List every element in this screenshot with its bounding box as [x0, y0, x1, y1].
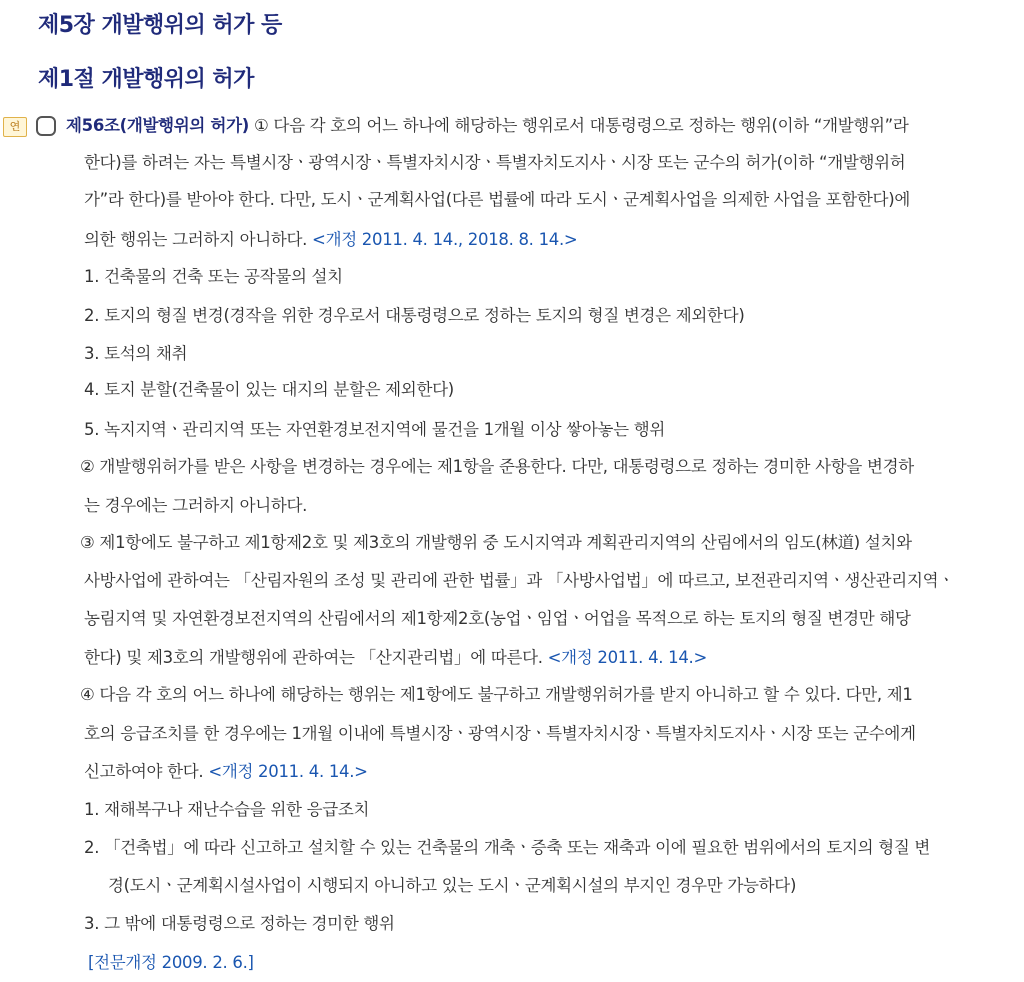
paragraph-4-line: ④ 다음 각 호의 어느 하나에 해당하는 행위는 제1항에도 불구하고 개발행위허가를 받지 아니하고 할 수 있다. 다만, 제1 [80, 685, 913, 704]
list-item: 1. 재해복구나 재난수습을 위한 응급조치 [84, 800, 370, 819]
list-item: 2. 토지의 형질 변경(경작을 위한 경우로서 대통령령으로 정하는 토지의 형질 변경은 제외한다) [84, 306, 745, 325]
paragraph-4-line [84, 762, 368, 782]
list-item: 3. 그 밖에 대통령령으로 정하는 경미한 행위 [84, 914, 395, 933]
paragraph-1-line [84, 230, 577, 250]
amendment-link[interactable]: <개정 2011. 4. 14.> [547, 648, 708, 667]
article-title[interactable]: 제56조(개발행위의 허가) [66, 116, 250, 135]
paragraph-4-text: 신고하여야 한다. [84, 762, 209, 781]
paragraph-2-line: 는 경우에는 그러하지 아니하다. [84, 496, 308, 515]
list-item: 5. 녹지지역ㆍ관리지역 또는 자연환경보전지역에 물건을 1개월 이상 쌓아놓는 행위 [84, 420, 665, 439]
amendment-link[interactable]: <개정 2011. 4. 14., 2018. 8. 14.> [312, 230, 578, 249]
amendment-link[interactable]: <개정 2011. 4. 14.> [208, 762, 368, 781]
list-item: 3. 토석의 채취 [84, 344, 188, 363]
list-item: 4. 토지 분할(건축물이 있는 대지의 분할은 제외한다) [84, 380, 454, 399]
paragraph-1-text: ① 다음 각 호의 어느 하나에 해당하는 행위로서 대통령령으로 정하는 행위(이하 “개발행위”라 [254, 116, 909, 135]
list-item: 2. 「건축법」에 따라 신고하고 설치할 수 있는 건축물의 개축ㆍ증축 또는 재축과 이에 필요한 범위에서의 토지의 형질 변 [84, 838, 931, 857]
list-item: 경(도시ㆍ군계획시설사업이 시행되지 아니하고 있는 도시ㆍ군계획시설의 부지인 경우만 가능하다) [108, 876, 797, 895]
section-title: 제1절 개발행위의 허가 [38, 67, 254, 92]
full-revision-note: [전문개정 2009. 2. 6.] [88, 953, 254, 972]
paragraph-3-line: 농림지역 및 자연환경보전지역의 산림에서의 제1항제2호(농업ㆍ임업ㆍ어업을 목적으로 하는 토지의 형질 변경만 해당 [84, 609, 911, 628]
list-item: 1. 건축물의 건축 또는 공작물의 설치 [84, 267, 343, 286]
paragraph-3-line [84, 648, 707, 668]
paragraph-3-line: ③ 제1항에도 불구하고 제1항제2호 및 제3호의 개발행위 중 도시지역과 계획관리지역의 산림에서의 임도(林道) 설치와 [80, 533, 912, 552]
paragraph-2-line: ② 개발행위허가를 받은 사항을 변경하는 경우에는 제1항을 준용한다. 다만, 대통령령으로 정하는 경미한 사항을 변경하 [80, 457, 914, 476]
paragraph-1-text: 의한 행위는 그러하지 아니하다. [84, 230, 313, 249]
paragraph-1-line: 한다)를 하려는 자는 특별시장ㆍ광역시장ㆍ특별자치시장ㆍ특별자치도지사ㆍ시장 또는 군수의 허가(이하 “개발행위허 [84, 153, 906, 172]
paragraph-3-line: 사방사업에 관하여는 「산림자원의 조성 및 관리에 관한 법률」과 「사방사업법」에 따르고, 보전관리지역ㆍ생산관리지역ㆍ [84, 571, 954, 590]
paragraph-1-line: 가”라 한다)를 받아야 한다. 다만, 도시ㆍ군계획사업(다른 법률에 따라 도시ㆍ군계획사업을 의제한 사업을 포함한다)에 [84, 190, 910, 209]
article-checkbox[interactable] [36, 116, 56, 136]
chapter-title: 제5장 개발행위의 허가 등 [38, 13, 282, 38]
paragraph-4-line: 호의 응급조치를 한 경우에는 1개월 이내에 특별시장ㆍ광역시장ㆍ특별자치시장ㆍ특별자치도지사ㆍ시장 또는 군수에게 [84, 724, 916, 743]
article-line [66, 116, 909, 136]
yeon-history-button[interactable]: 연 [3, 117, 27, 137]
paragraph-3-text: 한다) 및 제3호의 개발행위에 관하여는 「산지관리법」에 따른다. [84, 648, 548, 667]
